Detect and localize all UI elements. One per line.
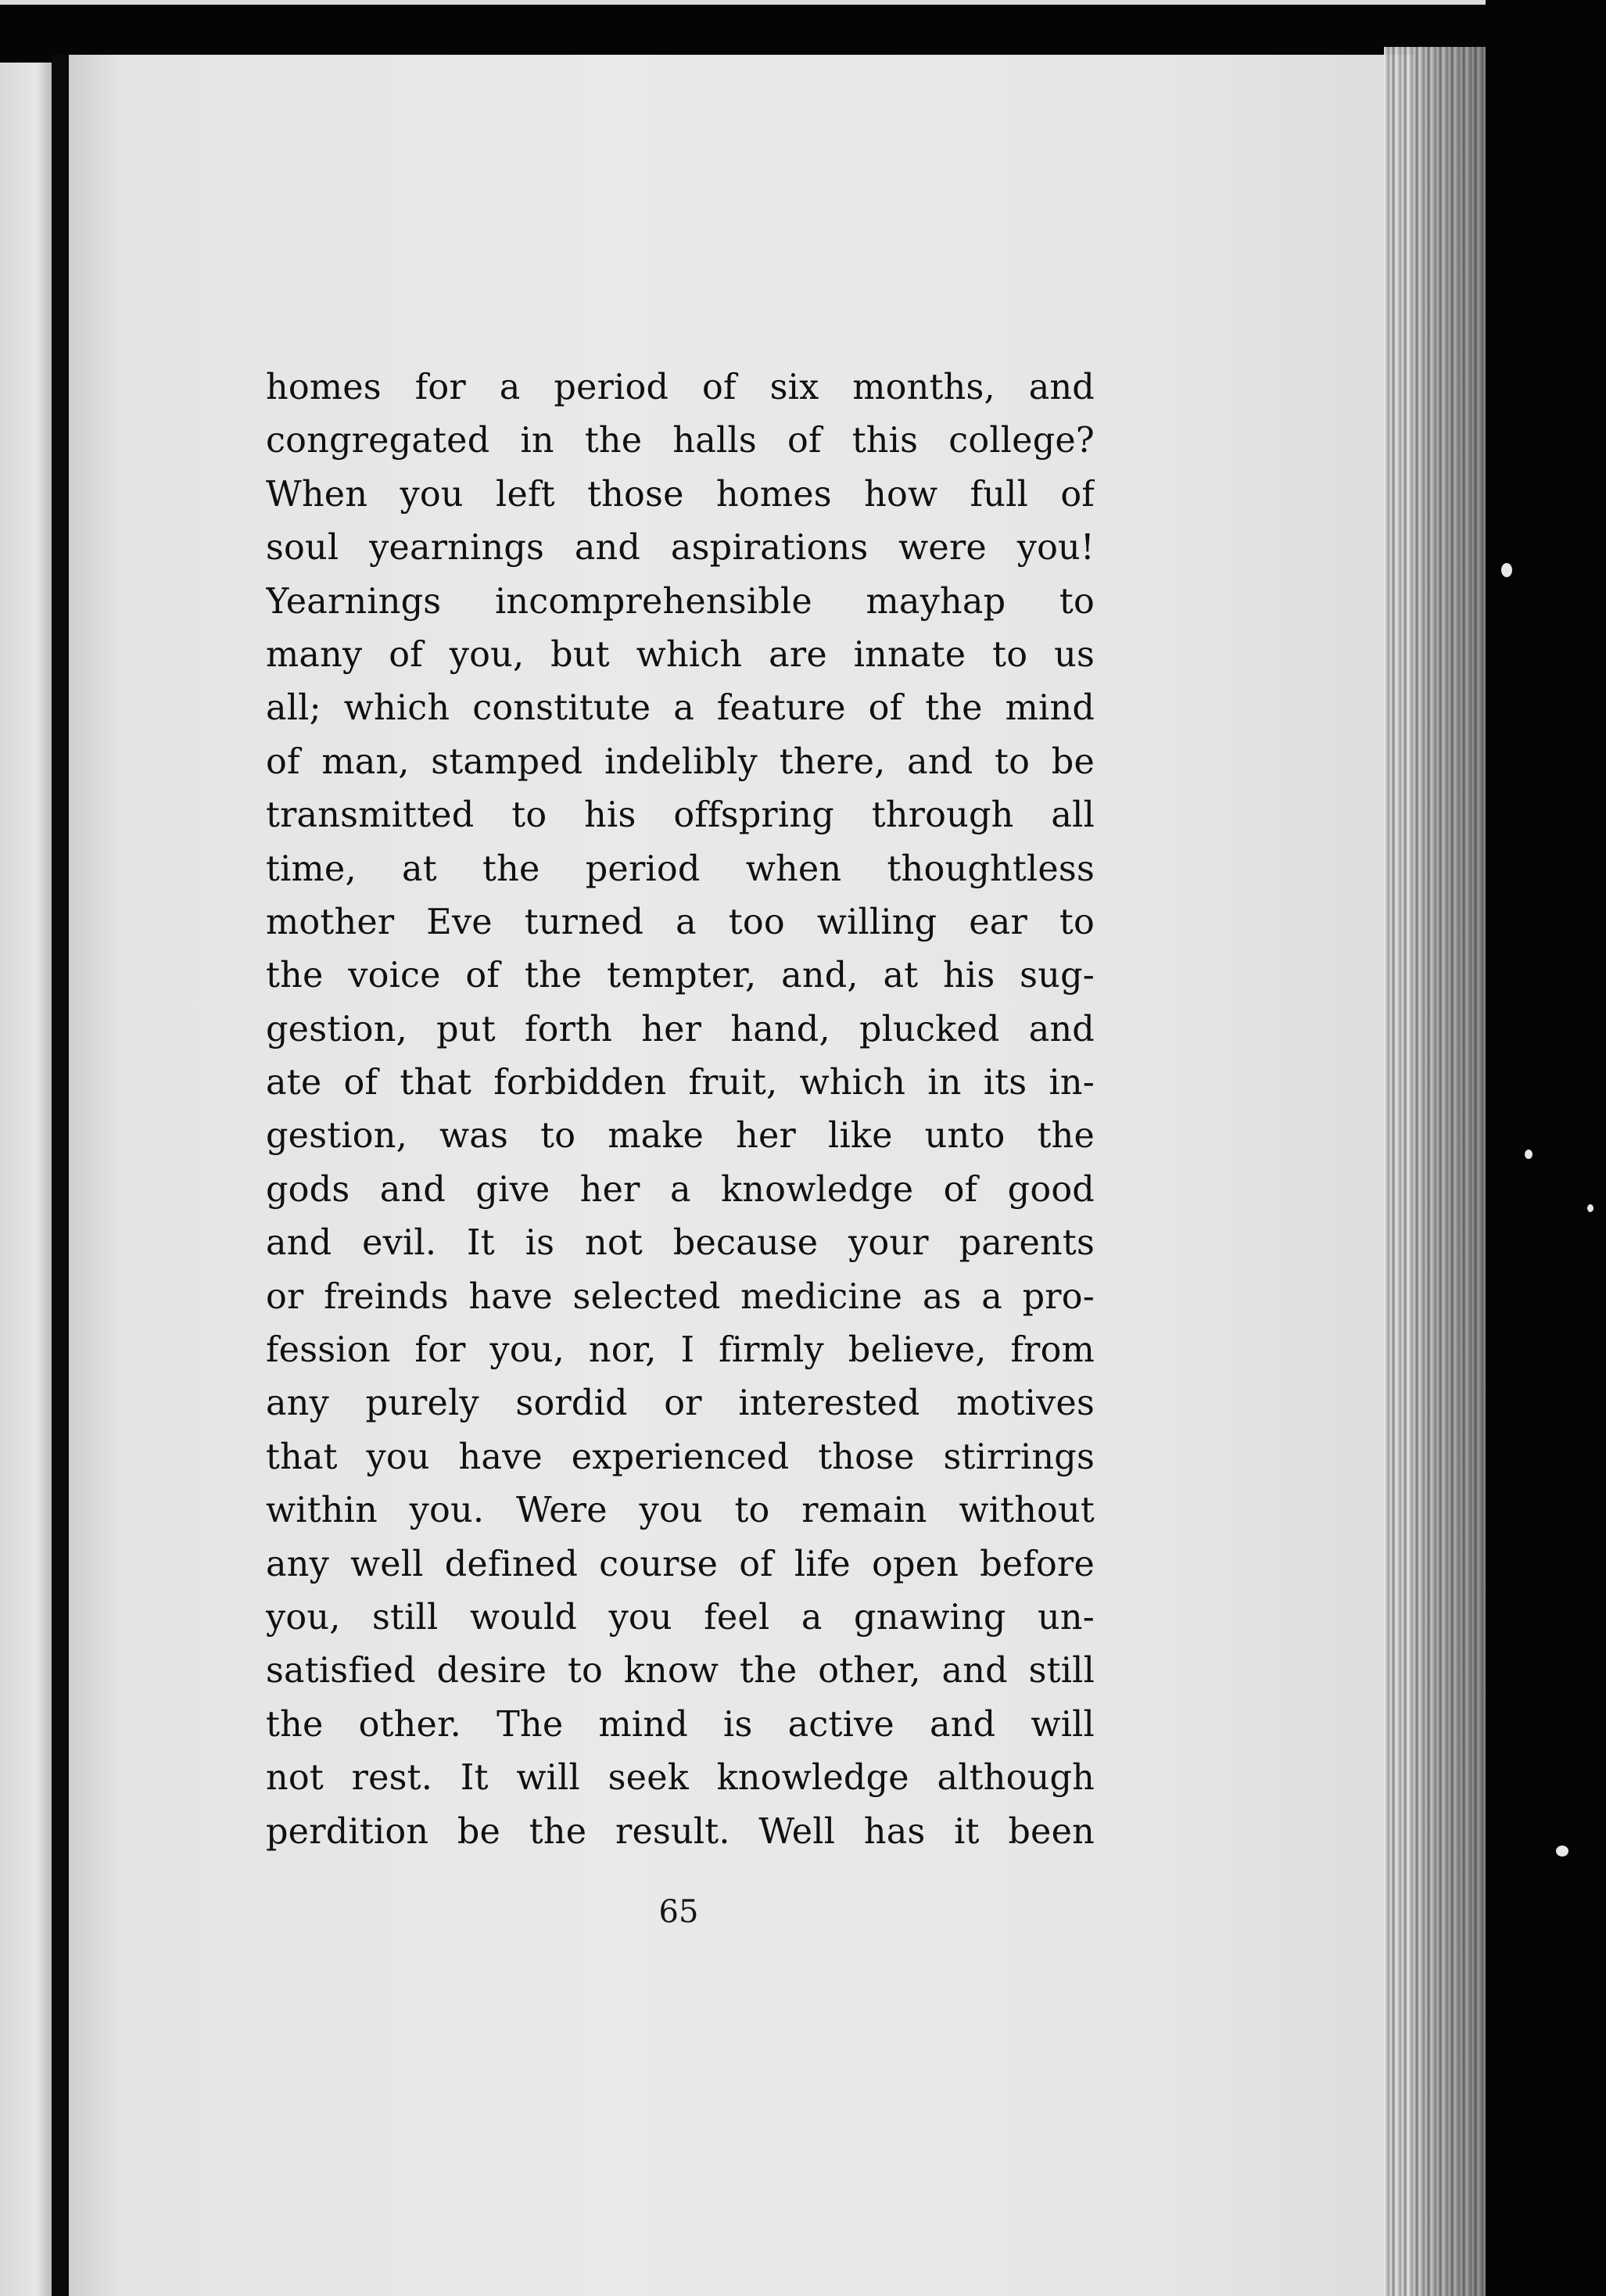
text-line: congregated in the halls of this college?	[266, 421, 1095, 461]
text-line: homes for a period of six months, and	[266, 368, 1095, 407]
text-line: time, at the period when thoughtless	[266, 848, 1095, 889]
text-line: that you have experienced those stirrings	[266, 1437, 1095, 1477]
text-line: satisfied desire to know the other, and still	[266, 1651, 1095, 1692]
text-line: gestion, put forth her hand, plucked and	[266, 1009, 1095, 1049]
dust-speck	[1556, 1846, 1568, 1857]
text-line: not rest. It will seek knowledge although	[266, 1758, 1095, 1799]
text-line: you, still would you feel a gnawing un-	[266, 1597, 1095, 1638]
dust-speck	[1587, 1204, 1593, 1212]
text-line: soul yearnings and aspirations were you!	[266, 528, 1095, 569]
text-line: any well defined course of life open before	[266, 1544, 1095, 1584]
body-text	[266, 361, 1095, 1859]
text-line: mother Eve turned a too willing ear to	[266, 902, 1095, 942]
scan-top-edge	[0, 0, 1533, 5]
text-line: within you. Were you to remain without	[266, 1491, 1095, 1531]
book-cover-edge	[52, 55, 69, 2296]
text-line: many of you, but which are innate to us	[266, 634, 1095, 675]
text-line: gestion, was to make her like unto the	[266, 1116, 1095, 1157]
text-line: and evil. It is not because your parents	[266, 1223, 1095, 1264]
scan-background-right	[1486, 0, 1606, 2296]
text-line: ate of that forbidden fruit, which in its in-	[266, 1063, 1095, 1103]
text-line: or freinds have selected medicine as a pro-	[266, 1276, 1095, 1317]
text-line: transmitted to his offspring through all	[266, 795, 1095, 836]
dust-speck	[1525, 1150, 1533, 1159]
fore-edge-shadow	[1407, 47, 1486, 2296]
text-line: of man, stamped indelibly there, and to be	[266, 741, 1095, 782]
text-line: perdition be the result. Well has it been	[266, 1811, 1095, 1852]
text-line: any purely sordid or interested motives	[266, 1383, 1095, 1424]
dust-speck	[1501, 563, 1512, 577]
text-line: all; which constitute a feature of the mind	[266, 688, 1095, 729]
text-line: the voice of the tempter, and, at his sug-	[266, 956, 1095, 996]
text-line: the other. The mind is active and will	[266, 1704, 1095, 1745]
text-line: gods and give her a knowledge of good	[266, 1169, 1095, 1210]
text-line: fession for you, nor, I firmly believe, from	[266, 1330, 1095, 1371]
text-line: When you left those homes how full of	[266, 474, 1095, 515]
scan-left-margin	[0, 63, 52, 2296]
text-line: Yearnings incomprehensible mayhap to	[266, 581, 1095, 622]
book-page	[69, 55, 1414, 2296]
page-number: 65	[658, 1894, 699, 1930]
